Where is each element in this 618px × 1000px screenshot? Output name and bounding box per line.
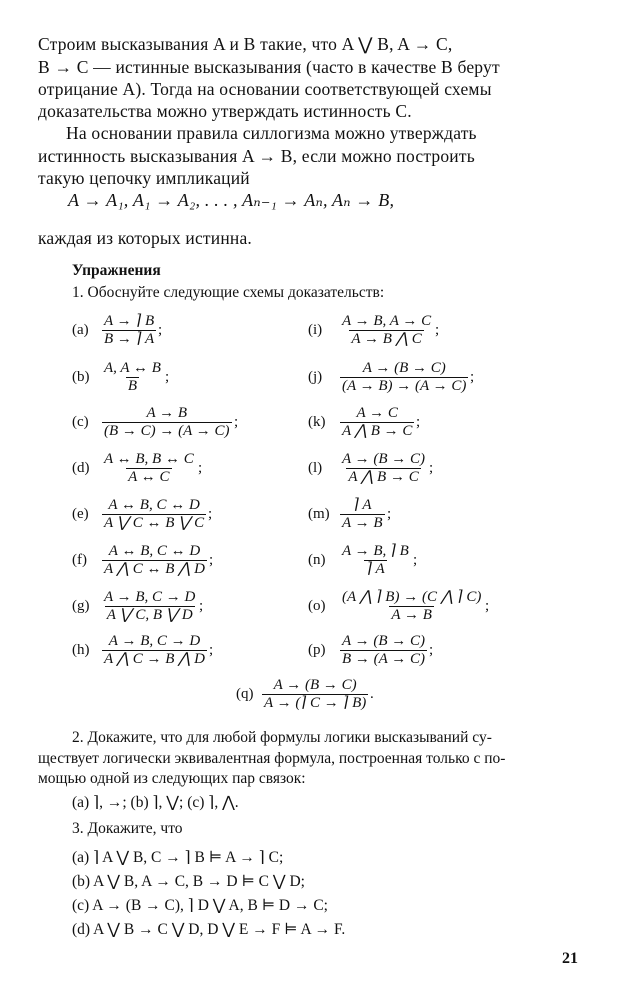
scheme-end-mark: ; [209, 552, 214, 568]
scheme-label: (j) [308, 369, 323, 385]
scheme-conclusion: (A → B) → (A → C) [342, 378, 467, 394]
scheme-label: (h) [72, 642, 90, 658]
scheme-conclusion: B → (A → C) [342, 651, 426, 667]
scheme-premises: ⌉ A [353, 497, 372, 513]
exercise-2-connective-pairs: (a) ⌉, →; (b) ⌉, ⋁; (c) ⌉, ⋀. [72, 794, 239, 811]
scheme-label: (q) [236, 686, 254, 702]
scheme-end-mark: ; [416, 414, 421, 430]
scheme-end-mark: ; [387, 506, 392, 522]
scheme-premises: A → B, ⌉ B [342, 543, 409, 559]
exercise-3-item: (d) A ⋁ B → C ⋁ D, D ⋁ E → F ⊨ A → F. [72, 921, 346, 938]
scheme-conclusion: A ⋀ B → C [342, 423, 413, 439]
scheme-conclusion: A → B [342, 515, 383, 531]
scheme-fraction [340, 497, 385, 532]
scheme-premises: A → B [146, 405, 188, 421]
paragraph-line: Строим высказывания A и B такие, что A ⋁ B, A → C, [38, 34, 453, 54]
scheme-premises: (A ⋀ ⌉ B) → (C ⋀ ⌉ C) [342, 589, 482, 605]
paragraph-line: такую цепочку импликаций [38, 168, 250, 188]
scheme-conclusion: B [127, 378, 138, 394]
scheme-end-mark: ; [198, 460, 203, 476]
scheme-premises: A ↔ B, B ↔ C [104, 451, 194, 467]
scheme-label: (d) [72, 460, 90, 476]
scheme-end-mark: ; [158, 322, 163, 338]
scheme-conclusion: ⌉ A [366, 561, 385, 577]
scheme-premises: A → B, A → C [342, 313, 432, 329]
scheme-fraction [340, 451, 427, 486]
paragraph-line: истинность высказывания A → B, если можно построить [38, 146, 475, 166]
exercise-3-item: (b) A ⋁ B, A → C, B → D ⊨ C ⋁ D; [72, 873, 305, 890]
scheme-conclusion: A ⋁ C, B ⋁ D [106, 607, 193, 623]
scheme-premises: A → B, C → D [108, 633, 201, 649]
scheme-end-mark: ; [429, 642, 434, 658]
exercise-3-intro: 3. Докажите, что [72, 820, 183, 837]
exercise-2-line: ществует логически эквивалентная формула, построенная только с по- [38, 750, 506, 767]
scheme-premises: A → ⌉ B [104, 313, 155, 329]
scheme-end-mark: . [370, 686, 374, 702]
page-number: 21 [562, 950, 578, 967]
scheme-fraction [102, 543, 207, 578]
exercise-3-item: (c) A → (B → C), ⌉ D ⋁ A, B ⊨ D → C; [72, 897, 328, 914]
scheme-premises: A ↔ B, C ↔ D [108, 543, 201, 559]
scheme-fraction [340, 313, 433, 348]
scheme-label: (b) [72, 369, 90, 385]
scheme-fraction [102, 360, 163, 395]
scheme-premises: A, A ↔ B [104, 360, 161, 376]
scheme-fraction [102, 589, 197, 624]
paragraph-line: На основании правила силлогизма можно утверждать [66, 123, 477, 143]
scheme-label: (m) [308, 506, 330, 522]
scheme-end-mark: ; [208, 506, 213, 522]
scheme-label: (e) [72, 506, 89, 522]
scheme-premises: A → (B → C) [362, 360, 446, 376]
paragraph-line: каждая из которых истинна. [38, 228, 252, 248]
scheme-fraction [340, 543, 411, 578]
scheme-fraction [340, 405, 414, 440]
scheme-conclusion: A ⋀ C ↔ B ⋀ D [104, 561, 206, 577]
scheme-fraction [340, 633, 427, 668]
scheme-conclusion: A → (⌉ C → ⌉ B) [264, 695, 367, 711]
scheme-end-mark: ; [435, 322, 440, 338]
scheme-premises: A → (B → C) [342, 633, 426, 649]
exercise-2-line: мощью одной из следующих пар связок: [38, 770, 306, 787]
scheme-label: (p) [308, 642, 326, 658]
scheme-fraction [102, 497, 206, 532]
exercise-3-item: (a) ⌉ A ⋁ B, C → ⌉ B ⊨ A → ⌉ C; [72, 849, 284, 866]
scheme-conclusion: B → ⌉ A [104, 331, 155, 347]
scheme-label: (g) [72, 598, 90, 614]
scheme-fraction [102, 405, 232, 440]
scheme-conclusion: A ⋀ B → C [348, 469, 419, 485]
scheme-label: (f) [72, 552, 87, 568]
scheme-conclusion: A ↔ C [128, 469, 170, 485]
scheme-label: (o) [308, 598, 326, 614]
scheme-conclusion: A → B ⋀ C [351, 331, 422, 347]
scheme-premises: A → (B → C) [342, 451, 426, 467]
scheme-conclusion: A ⋀ C → B ⋀ D [104, 651, 206, 667]
exercise-1-intro: 1. Обоснуйте следующие схемы доказательств: [72, 284, 385, 301]
scheme-end-mark: ; [199, 598, 204, 614]
scheme-premises: A → (B → C) [273, 677, 357, 693]
scheme-conclusion: A → B [391, 607, 432, 623]
scheme-fraction [340, 360, 468, 395]
scheme-fraction [340, 589, 483, 624]
scheme-end-mark: ; [234, 414, 239, 430]
scheme-fraction [102, 633, 207, 668]
scheme-premises: A → B, C → D [104, 589, 196, 605]
scheme-label: (i) [308, 322, 323, 338]
paragraph-line: доказательства можно утверждать истинность C. [38, 101, 412, 121]
scheme-label: (n) [308, 552, 326, 568]
paragraph-line: B → C — истинные высказывания (часто в качестве B берут [38, 57, 500, 77]
scheme-conclusion: A ⋁ C ↔ B ⋁ C [104, 515, 205, 531]
scheme-label: (l) [308, 460, 323, 476]
scheme-fraction [102, 451, 196, 486]
implication-chain-formula: A → A₁, A₁ → A₂, . . . , Aₙ₋₁ → Aₙ, Aₙ → B, [68, 190, 395, 210]
scheme-end-mark: ; [165, 369, 170, 385]
exercise-2-line: 2. Докажите, что для любой формулы логики высказываний су- [72, 729, 492, 746]
scheme-premises: A ↔ B, C ↔ D [108, 497, 200, 513]
scheme-conclusion: (B → C) → (A → C) [104, 423, 230, 439]
scheme-fraction [102, 313, 156, 348]
scheme-premises: A → C [356, 405, 398, 421]
scheme-end-mark: ; [485, 598, 490, 614]
scheme-fraction [262, 677, 368, 712]
scheme-end-mark: ; [209, 642, 214, 658]
scheme-label: (k) [308, 414, 326, 430]
paragraph-line: отрицание A). Тогда на основании соответствующей схемы [38, 79, 492, 99]
scheme-end-mark: ; [429, 460, 434, 476]
scheme-end-mark: ; [413, 552, 418, 568]
exercises-heading: Упражнения [72, 262, 161, 279]
scheme-label: (c) [72, 414, 89, 430]
scheme-label: (a) [72, 322, 89, 338]
scheme-end-mark: ; [470, 369, 475, 385]
